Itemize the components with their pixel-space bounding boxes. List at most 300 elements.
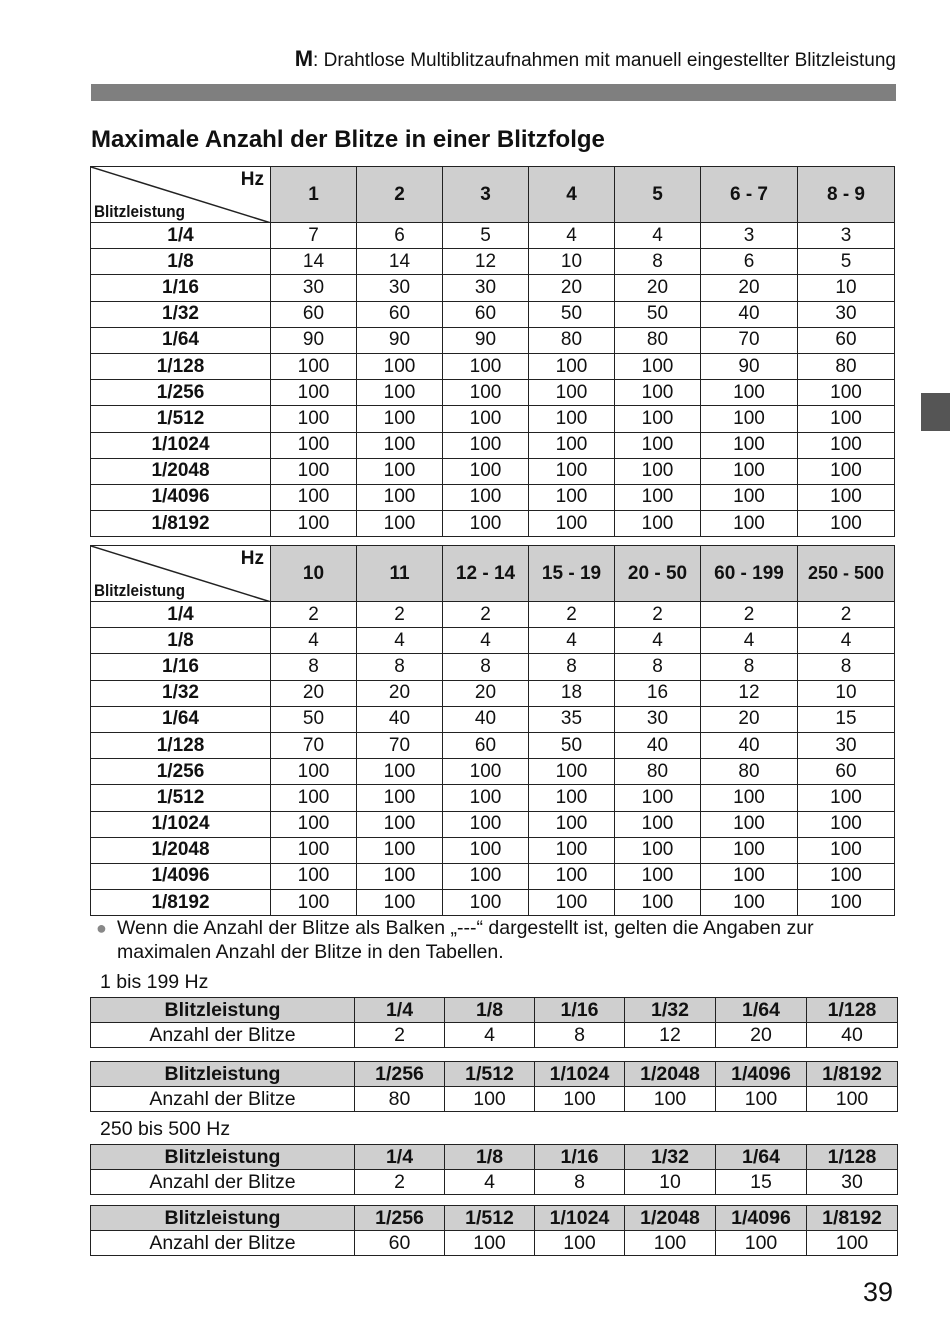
- flash-count-cell: 100: [357, 380, 443, 406]
- flash-count-cell: 100: [443, 406, 529, 432]
- flash-count-cell: 100: [443, 432, 529, 458]
- flash-count-cell: 90: [701, 353, 798, 379]
- flash-count-cell: 40: [701, 732, 798, 758]
- flash-count-cell: 3: [701, 223, 798, 249]
- flash-power-label: 1/1024: [91, 811, 271, 837]
- flash-count-cell: 15: [716, 1170, 807, 1195]
- power-column-header: 1/128: [807, 998, 898, 1023]
- flash-count-cell: 10: [798, 680, 895, 706]
- flash-power-label: 1/512: [91, 785, 271, 811]
- flash-count-cell: 2: [357, 602, 443, 628]
- flash-count-cell: 100: [443, 458, 529, 484]
- flash-count-cell: 40: [357, 706, 443, 732]
- flash-count-cell: 5: [443, 223, 529, 249]
- count-row-label: Anzahl der Blitze: [91, 1023, 355, 1048]
- flash-count-cell: 80: [355, 1087, 445, 1112]
- flash-count-cell: 50: [529, 301, 615, 327]
- flash-count-cell: 80: [529, 327, 615, 353]
- flash-count-cell: 100: [615, 863, 701, 889]
- power-column-header: 1/2048: [625, 1062, 716, 1087]
- flash-count-cell: 100: [357, 432, 443, 458]
- power-column-header: 1/4: [355, 998, 445, 1023]
- flash-count-cell: 2: [443, 602, 529, 628]
- flash-count-cell: 4: [529, 628, 615, 654]
- hz-column-header: 12 - 14: [443, 546, 529, 602]
- flash-count-cell: 5: [798, 249, 895, 275]
- flash-count-cell: 12: [625, 1023, 716, 1048]
- flash-count-cell: 2: [701, 602, 798, 628]
- flash-count-cell: 40: [615, 732, 701, 758]
- table-row: [91, 327, 895, 353]
- chapter-tab-marker: [921, 393, 950, 431]
- flash-power-label: 1/256: [91, 759, 271, 785]
- flash-count-cell: 4: [443, 628, 529, 654]
- flash-count-cell: 100: [357, 484, 443, 510]
- count-row-label: Anzahl der Blitze: [91, 1231, 355, 1256]
- flash-count-cell: 100: [807, 1087, 898, 1112]
- flash-power-label: 1/64: [91, 706, 271, 732]
- power-column-header: 1/512: [445, 1062, 535, 1087]
- flash-power-label: 1/8192: [91, 511, 271, 537]
- flash-count-cell: 100: [625, 1087, 716, 1112]
- flash-count-cell: 8: [798, 654, 895, 680]
- flash-count-cell: 100: [798, 432, 895, 458]
- flash-count-cell: 100: [615, 837, 701, 863]
- flash-count-cell: 8: [701, 654, 798, 680]
- flash-count-cell: 100: [357, 353, 443, 379]
- flash-count-cell: 100: [716, 1087, 807, 1112]
- hz-column-header: 3: [443, 167, 529, 223]
- flash-count-cell: 2: [798, 602, 895, 628]
- flash-count-cell: 8: [535, 1023, 625, 1048]
- flash-power-label: 1/4096: [91, 863, 271, 889]
- flash-count-cell: 100: [529, 759, 615, 785]
- flash-count-cell: 100: [615, 432, 701, 458]
- flash-count-cell: 100: [271, 785, 357, 811]
- table-row: [91, 223, 895, 249]
- flash-count-cell: 14: [271, 249, 357, 275]
- flash-count-cell: 100: [443, 785, 529, 811]
- range-label-250-500: 250 bis 500 Hz: [100, 1118, 231, 1140]
- flash-count-cell: 100: [357, 811, 443, 837]
- range1-table-part1: [90, 997, 898, 1048]
- corner-cell: [91, 546, 271, 602]
- flash-count-cell: 100: [529, 890, 615, 916]
- range2-table-part1: [90, 1144, 898, 1195]
- flash-count-cell: 6: [701, 249, 798, 275]
- table-row: [91, 732, 895, 758]
- flash-count-cell: 100: [357, 458, 443, 484]
- flash-count-cell: 100: [615, 890, 701, 916]
- mode-symbol: M: [294, 46, 314, 71]
- flash-count-cell: 12: [701, 680, 798, 706]
- flash-count-cell: 60: [357, 301, 443, 327]
- flash-count-cell: 8: [529, 654, 615, 680]
- power-column-header: 1/256: [355, 1062, 445, 1087]
- flash-count-cell: 100: [271, 811, 357, 837]
- table-row: [91, 249, 895, 275]
- table-row: [91, 706, 895, 732]
- header-row: [91, 167, 895, 223]
- flash-power-label: 1/8: [91, 249, 271, 275]
- flash-count-cell: 100: [357, 890, 443, 916]
- flash-count-cell: 100: [271, 759, 357, 785]
- flash-count-cell: 20: [615, 275, 701, 301]
- flash-count-cell: 100: [529, 432, 615, 458]
- flash-count-cell: 100: [798, 484, 895, 510]
- flash-count-cell: 8: [615, 654, 701, 680]
- flash-count-cell: 30: [271, 275, 357, 301]
- flash-count-cell: 100: [701, 484, 798, 510]
- flash-count-cell: 100: [357, 785, 443, 811]
- flash-count-cell: 70: [701, 327, 798, 353]
- hz-column-header: 20 - 50: [615, 546, 701, 602]
- flash-power-label: 1/1024: [91, 432, 271, 458]
- flash-power-label: 1/16: [91, 275, 271, 301]
- table-row: [91, 785, 895, 811]
- flash-count-cell: 100: [701, 432, 798, 458]
- hz-column-header: 5: [615, 167, 701, 223]
- flash-count-cell: 30: [798, 301, 895, 327]
- flash-count-cell: 100: [271, 863, 357, 889]
- hz-column-header: 11: [357, 546, 443, 602]
- flash-count-cell: 4: [529, 223, 615, 249]
- range1-table-part2: [90, 1061, 898, 1112]
- flash-count-cell: 80: [615, 327, 701, 353]
- flash-count-cell: 60: [798, 759, 895, 785]
- flash-power-label: 1/128: [91, 353, 271, 379]
- hz-column-header: 10: [271, 546, 357, 602]
- power-column-header: 1/128: [807, 1145, 898, 1170]
- flash-count-cell: 100: [615, 811, 701, 837]
- flash-count-cell: 100: [529, 785, 615, 811]
- power-header: Blitzleistung: [91, 1206, 355, 1231]
- flash-count-cell: 100: [615, 353, 701, 379]
- note-text: Wenn die Anzahl der Blitze als Balken „---“ dargestellt ist, gelten die Angaben zur maximalen Anzahl der Blitze in den Tabellen.: [117, 917, 814, 963]
- flash-power-label: 1/32: [91, 680, 271, 706]
- flash-count-cell: 100: [271, 890, 357, 916]
- table-row: [91, 432, 895, 458]
- hz-label: Hz: [240, 169, 264, 190]
- flash-count-cell: 100: [445, 1087, 535, 1112]
- power-column-header: 1/512: [445, 1206, 535, 1231]
- flash-count-cell: 100: [535, 1231, 625, 1256]
- flash-count-cell: 100: [701, 890, 798, 916]
- flash-count-cell: 90: [443, 327, 529, 353]
- flash-count-cell: 20: [701, 275, 798, 301]
- flash-count-cell: 100: [798, 837, 895, 863]
- flash-count-cell: 18: [529, 680, 615, 706]
- table-row: [91, 890, 895, 916]
- flash-count-cell: 100: [443, 863, 529, 889]
- flash-count-cell: 8: [443, 654, 529, 680]
- flash-count-cell: 15: [798, 706, 895, 732]
- flash-count-cell: 4: [271, 628, 357, 654]
- flash-count-cell: 100: [535, 1087, 625, 1112]
- flash-count-cell: 8: [615, 249, 701, 275]
- hz-column-header: 8 - 9: [798, 167, 895, 223]
- flash-count-cell: 4: [357, 628, 443, 654]
- flash-count-cell: 35: [529, 706, 615, 732]
- table-row: [91, 759, 895, 785]
- hz-column-header: 60 - 199: [701, 546, 798, 602]
- flash-count-cell: 8: [271, 654, 357, 680]
- table-row: [91, 680, 895, 706]
- flash-count-cell: 100: [357, 406, 443, 432]
- flash-count-cell: 2: [355, 1023, 445, 1048]
- flash-power-label: 1/8: [91, 628, 271, 654]
- flash-count-cell: 100: [798, 863, 895, 889]
- flash-count-cell: 100: [357, 863, 443, 889]
- flash-count-cell: 10: [798, 275, 895, 301]
- header-row: [91, 546, 895, 602]
- flash-count-cell: 30: [357, 275, 443, 301]
- power-column-header: 1/4096: [716, 1206, 807, 1231]
- hz-label: Hz: [240, 548, 264, 569]
- table-row: [91, 654, 895, 680]
- header-text: : Drahtlose Multiblitzaufnahmen mit manuell eingestellter Blitzleistung: [313, 50, 896, 71]
- flash-count-cell: 100: [716, 1231, 807, 1256]
- hz-column-header: 2: [357, 167, 443, 223]
- flash-count-cell: 100: [798, 785, 895, 811]
- flash-count-cell: 60: [443, 301, 529, 327]
- power-column-header: 1/2048: [625, 1206, 716, 1231]
- flash-count-cell: 50: [529, 732, 615, 758]
- flash-count-cell: 20: [716, 1023, 807, 1048]
- flash-count-cell: 100: [443, 353, 529, 379]
- flash-count-cell: 40: [443, 706, 529, 732]
- header-row: [91, 1145, 898, 1170]
- flash-count-cell: 14: [357, 249, 443, 275]
- flash-count-cell: 7: [271, 223, 357, 249]
- flash-count-cell: 60: [443, 732, 529, 758]
- table-row: [91, 511, 895, 537]
- flash-power-label: 1/512: [91, 406, 271, 432]
- flash-count-cell: 100: [701, 785, 798, 811]
- flash-count-cell: 100: [443, 484, 529, 510]
- flash-count-cell: 30: [443, 275, 529, 301]
- flash-count-cell: 100: [798, 511, 895, 537]
- hz-column-header: 250 - 500: [798, 546, 895, 602]
- flash-count-cell: 100: [529, 406, 615, 432]
- table-row: [91, 275, 895, 301]
- flash-count-cell: 100: [807, 1231, 898, 1256]
- count-row-label: Anzahl der Blitze: [91, 1087, 355, 1112]
- flash-count-cell: 100: [271, 353, 357, 379]
- flash-count-cell: 20: [357, 680, 443, 706]
- flash-count-table-2: [90, 545, 895, 916]
- flash-count-cell: 100: [529, 484, 615, 510]
- flash-count-cell: 20: [701, 706, 798, 732]
- flash-count-cell: 100: [615, 484, 701, 510]
- flash-power-label: 1/256: [91, 380, 271, 406]
- table-row: [91, 1087, 898, 1112]
- flash-count-cell: 100: [798, 406, 895, 432]
- power-column-header: 1/4096: [716, 1062, 807, 1087]
- table-row: [91, 458, 895, 484]
- power-column-header: 1/8: [445, 998, 535, 1023]
- power-column-header: 1/1024: [535, 1062, 625, 1087]
- flash-count-cell: 100: [357, 759, 443, 785]
- flash-count-cell: 100: [443, 380, 529, 406]
- section-title: Maximale Anzahl der Blitze in einer Blitzfolge: [91, 126, 605, 153]
- flash-count-cell: 100: [271, 837, 357, 863]
- flash-count-cell: 100: [443, 837, 529, 863]
- flash-count-cell: 80: [615, 759, 701, 785]
- power-column-header: 1/256: [355, 1206, 445, 1231]
- table-row: [91, 602, 895, 628]
- power-column-header: 1/4: [355, 1145, 445, 1170]
- note: [96, 916, 896, 964]
- table-row: [91, 837, 895, 863]
- flash-count-cell: 100: [625, 1231, 716, 1256]
- flash-count-cell: 90: [357, 327, 443, 353]
- flash-power-label: 1/2048: [91, 458, 271, 484]
- power-column-header: 1/8: [445, 1145, 535, 1170]
- hz-column-header: 6 - 7: [701, 167, 798, 223]
- hz-column-header: 4: [529, 167, 615, 223]
- flash-count-table-1: [90, 166, 895, 537]
- flash-count-cell: 30: [798, 732, 895, 758]
- flash-count-cell: 2: [615, 602, 701, 628]
- header-rule: [91, 84, 896, 101]
- power-header: Blitzleistung: [91, 1145, 355, 1170]
- flash-count-cell: 100: [529, 380, 615, 406]
- flash-count-cell: 100: [701, 406, 798, 432]
- flash-count-cell: 100: [271, 432, 357, 458]
- flash-count-cell: 100: [271, 511, 357, 537]
- flash-power-label: 1/4: [91, 602, 271, 628]
- flash-count-cell: 100: [615, 406, 701, 432]
- flash-count-cell: 100: [271, 484, 357, 510]
- flash-count-cell: 2: [355, 1170, 445, 1195]
- table-row: [91, 863, 895, 889]
- flash-count-cell: 10: [529, 249, 615, 275]
- flash-count-cell: 60: [355, 1231, 445, 1256]
- bullet-icon: ●: [96, 918, 107, 938]
- flash-count-cell: 100: [701, 837, 798, 863]
- flash-count-cell: 100: [529, 837, 615, 863]
- flash-count-cell: 4: [445, 1170, 535, 1195]
- flash-count-cell: 12: [443, 249, 529, 275]
- header-row: [91, 1062, 898, 1087]
- flash-power-label: 1/2048: [91, 837, 271, 863]
- flash-count-cell: 100: [443, 511, 529, 537]
- power-header: Blitzleistung: [91, 998, 355, 1023]
- flash-count-cell: 100: [443, 890, 529, 916]
- flash-count-cell: 20: [529, 275, 615, 301]
- flash-count-cell: 100: [529, 511, 615, 537]
- flash-count-cell: 100: [357, 837, 443, 863]
- flash-count-cell: 10: [625, 1170, 716, 1195]
- flash-count-cell: 100: [445, 1231, 535, 1256]
- power-column-header: 1/16: [535, 998, 625, 1023]
- flash-count-cell: 100: [271, 458, 357, 484]
- power-column-header: 1/32: [625, 1145, 716, 1170]
- flash-count-cell: 100: [701, 511, 798, 537]
- flash-count-cell: 100: [529, 353, 615, 379]
- table-row: [91, 406, 895, 432]
- table-row: [91, 380, 895, 406]
- flash-count-cell: 100: [701, 863, 798, 889]
- flash-count-cell: 100: [443, 811, 529, 837]
- flash-power-label: 1/8192: [91, 890, 271, 916]
- flash-power-label: 1/128: [91, 732, 271, 758]
- power-column-header: 1/8192: [807, 1062, 898, 1087]
- flash-count-cell: 100: [615, 380, 701, 406]
- flash-count-cell: 2: [529, 602, 615, 628]
- flash-count-cell: 8: [357, 654, 443, 680]
- table-row: [91, 628, 895, 654]
- flash-count-cell: 20: [443, 680, 529, 706]
- range-label-1-199: 1 bis 199 Hz: [100, 971, 209, 993]
- flash-count-cell: 100: [615, 511, 701, 537]
- flash-count-cell: 16: [615, 680, 701, 706]
- flash-count-cell: 40: [807, 1023, 898, 1048]
- power-label: Blitzleistung: [94, 581, 185, 600]
- flash-power-label: 1/4096: [91, 484, 271, 510]
- table-row: [91, 1023, 898, 1048]
- flash-count-cell: 100: [701, 380, 798, 406]
- power-column-header: 1/16: [535, 1145, 625, 1170]
- flash-count-cell: 100: [529, 811, 615, 837]
- power-column-header: 1/1024: [535, 1206, 625, 1231]
- count-row-label: Anzahl der Blitze: [91, 1170, 355, 1195]
- flash-count-cell: 100: [798, 890, 895, 916]
- table-row: [91, 1170, 898, 1195]
- flash-count-cell: 30: [807, 1170, 898, 1195]
- page-number: 39: [862, 1277, 893, 1307]
- flash-count-cell: 90: [271, 327, 357, 353]
- flash-count-cell: 4: [701, 628, 798, 654]
- header-row: [91, 998, 898, 1023]
- running-header: [90, 46, 896, 76]
- flash-count-cell: 50: [271, 706, 357, 732]
- flash-count-cell: 100: [529, 458, 615, 484]
- flash-power-label: 1/16: [91, 654, 271, 680]
- flash-count-cell: 80: [701, 759, 798, 785]
- flash-count-cell: 50: [615, 301, 701, 327]
- flash-count-cell: 100: [529, 863, 615, 889]
- power-label: Blitzleistung: [94, 202, 185, 221]
- flash-power-label: 1/64: [91, 327, 271, 353]
- flash-count-cell: 20: [271, 680, 357, 706]
- flash-count-cell: 60: [271, 301, 357, 327]
- flash-count-cell: 4: [615, 223, 701, 249]
- flash-count-cell: 100: [798, 811, 895, 837]
- flash-count-cell: 100: [615, 785, 701, 811]
- flash-count-cell: 4: [798, 628, 895, 654]
- flash-count-cell: 100: [615, 458, 701, 484]
- power-column-header: 1/64: [716, 998, 807, 1023]
- header-row: [91, 1206, 898, 1231]
- flash-count-cell: 30: [615, 706, 701, 732]
- flash-count-cell: 8: [535, 1170, 625, 1195]
- flash-count-cell: 6: [357, 223, 443, 249]
- flash-count-cell: 3: [798, 223, 895, 249]
- flash-power-label: 1/4: [91, 223, 271, 249]
- power-column-header: 1/8192: [807, 1206, 898, 1231]
- table-row: [91, 811, 895, 837]
- flash-count-cell: 100: [443, 759, 529, 785]
- table-row: [91, 301, 895, 327]
- flash-count-cell: 4: [445, 1023, 535, 1048]
- power-column-header: 1/32: [625, 998, 716, 1023]
- flash-count-cell: 100: [357, 511, 443, 537]
- power-column-header: 1/64: [716, 1145, 807, 1170]
- flash-count-cell: 100: [271, 380, 357, 406]
- table-row: [91, 484, 895, 510]
